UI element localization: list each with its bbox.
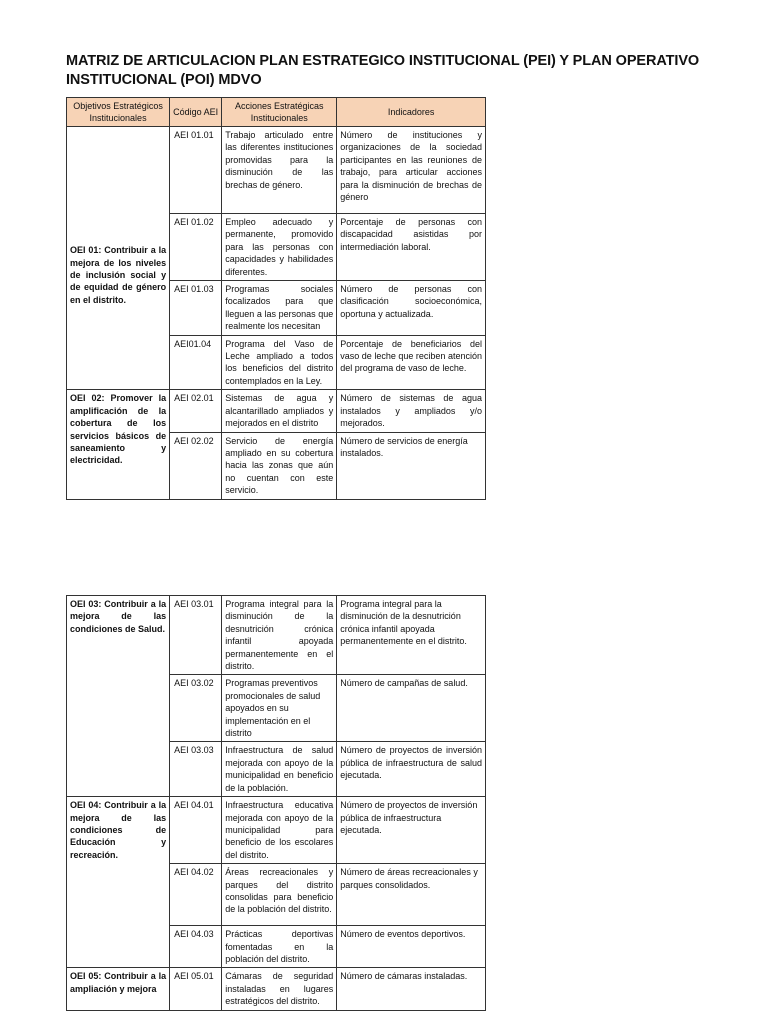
accion-cell: Trabajo articulado entre las diferentes instituciones promovidas para la disminución de las brechas de género. <box>222 127 337 214</box>
header-codigo: Código AEI <box>170 98 222 127</box>
accion-cell: Prácticas deportivas fomentadas en la población del distrito. <box>222 926 337 968</box>
table-row <box>67 390 486 432</box>
indicador-cell: Número de servicios de energía instalados. <box>337 432 486 499</box>
code-cell: AEI 01.01 <box>170 127 222 214</box>
indicador-cell: Número de campañas de salud. <box>337 675 486 742</box>
header-acciones: Acciones Estratégicas Institucionales <box>222 98 337 127</box>
code-cell: AEI 01.02 <box>170 214 222 281</box>
accion-cell: Infraestructura educativa mejorada con apoyo de la municipalidad para beneficio de los escolares del distrito. <box>222 797 337 864</box>
indicador-cell: Porcentaje de beneficiarios del vaso de leche que reciben atención del programa de vaso de leche. <box>337 335 486 390</box>
code-cell: AEI 05.01 <box>170 968 222 1010</box>
table-row <box>67 968 486 1010</box>
oei-03-cell: OEI 03: Contribuir a la mejora de las condiciones de Salud. <box>67 596 170 797</box>
code-cell: AEI 01.03 <box>170 281 222 336</box>
accion-cell: Programas preventivos promocionales de salud apoyados en su implementación en el distrito <box>222 675 337 742</box>
accion-cell: Cámaras de seguridad instaladas en lugares estratégicos del distrito. <box>222 968 337 1010</box>
indicador-cell: Número de instituciones y organizaciones de la sociedad participantes en las reuniones de trabajo, para articular acciones para la disminución de brechas de género <box>337 127 486 214</box>
indicador-cell: Número de eventos deportivos. <box>337 926 486 968</box>
table-row <box>67 797 486 864</box>
accion-cell: Empleo adecuado y permanente, promovido para las personas con capacidades y habilidades diferentes. <box>222 214 337 281</box>
code-cell: AEI 04.03 <box>170 926 222 968</box>
accion-cell: Programa del Vaso de Leche ampliado a todos los beneficios del distrito contemplados en la Ley. <box>222 335 337 390</box>
indicador-cell: Número de áreas recreacionales y parques consolidados. <box>337 864 486 926</box>
indicador-cell: Programa integral para la disminución de la desnutrición crónica infantil apoyada permanentemente en el distrito. <box>337 596 486 675</box>
accion-cell: Áreas recreacionales y parques del distrito consolidas para beneficio de la población del distrito. <box>222 864 337 926</box>
indicador-cell: Porcentaje de personas con discapacidad asistidas por intermediación laboral. <box>337 214 486 281</box>
matrix-table-2 <box>66 595 486 1011</box>
code-cell: AEI 03.03 <box>170 742 222 797</box>
oei-01-cell: OEI 01: Contribuir a la mejora de los niveles de inclusión social y de equidad de género en el distrito. <box>67 127 170 390</box>
oei-05-cell: OEI 05: Contribuir a la ampliación y mejora <box>67 968 170 1010</box>
code-cell: AEI 04.02 <box>170 864 222 926</box>
code-cell: AEI01.04 <box>170 335 222 390</box>
table-row <box>67 596 486 675</box>
accion-cell: Servicio de energía ampliado en su cobertura hacia las zonas que aún no cuentan con este servicio. <box>222 432 337 499</box>
table-row <box>67 127 486 214</box>
page-title: MATRIZ DE ARTICULACION PLAN ESTRATEGICO INSTITUCIONAL (PEI) Y PLAN OPERATIVO INSTITUCIONAL (POI) MDVO <box>66 53 700 88</box>
indicador-cell: Número de proyectos de inversión pública de infraestructura ejecutada. <box>337 797 486 864</box>
code-cell: AEI 02.01 <box>170 390 222 432</box>
indicador-cell: Número de proyectos de inversión pública de infraestructura de salud ejecutada. <box>337 742 486 797</box>
oei-02-cell: OEI 02: Promover la amplificación de la cobertura de los servicios básicos de saneamiento y electricidad. <box>67 390 170 499</box>
accion-cell: Programa integral para la disminución de la desnutrición crónica infantil apoyada permanentemente en el distrito. <box>222 596 337 675</box>
indicador-cell: Número de cámaras instaladas. <box>337 968 486 1010</box>
code-cell: AEI 02.02 <box>170 432 222 499</box>
accion-cell: Sistemas de agua y alcantarillado ampliados y mejorados en el distrito <box>222 390 337 432</box>
indicador-cell: Número de sistemas de agua instalados y ampliados y/o mejorados. <box>337 390 486 432</box>
matrix-table-1 <box>66 97 486 500</box>
header-row <box>67 98 486 127</box>
indicador-cell: Número de personas con clasificación socioeconómica, oportuna y actualizada. <box>337 281 486 336</box>
header-indicadores: Indicadores <box>337 98 486 127</box>
code-cell: AEI 04.01 <box>170 797 222 864</box>
accion-cell: Programas sociales focalizados para que lleguen a las personas que realmente los necesitan <box>222 281 337 336</box>
code-cell: AEI 03.02 <box>170 675 222 742</box>
accion-cell: Infraestructura de salud mejorada con apoyo de la municipalidad en beneficio de la población. <box>222 742 337 797</box>
code-cell: AEI 03.01 <box>170 596 222 675</box>
oei-04-cell: OEI 04: Contribuir a la mejora de las condiciones de Educación y recreación. <box>67 797 170 968</box>
header-oei: Objetivos Estratégicos Institucionales <box>67 98 170 127</box>
